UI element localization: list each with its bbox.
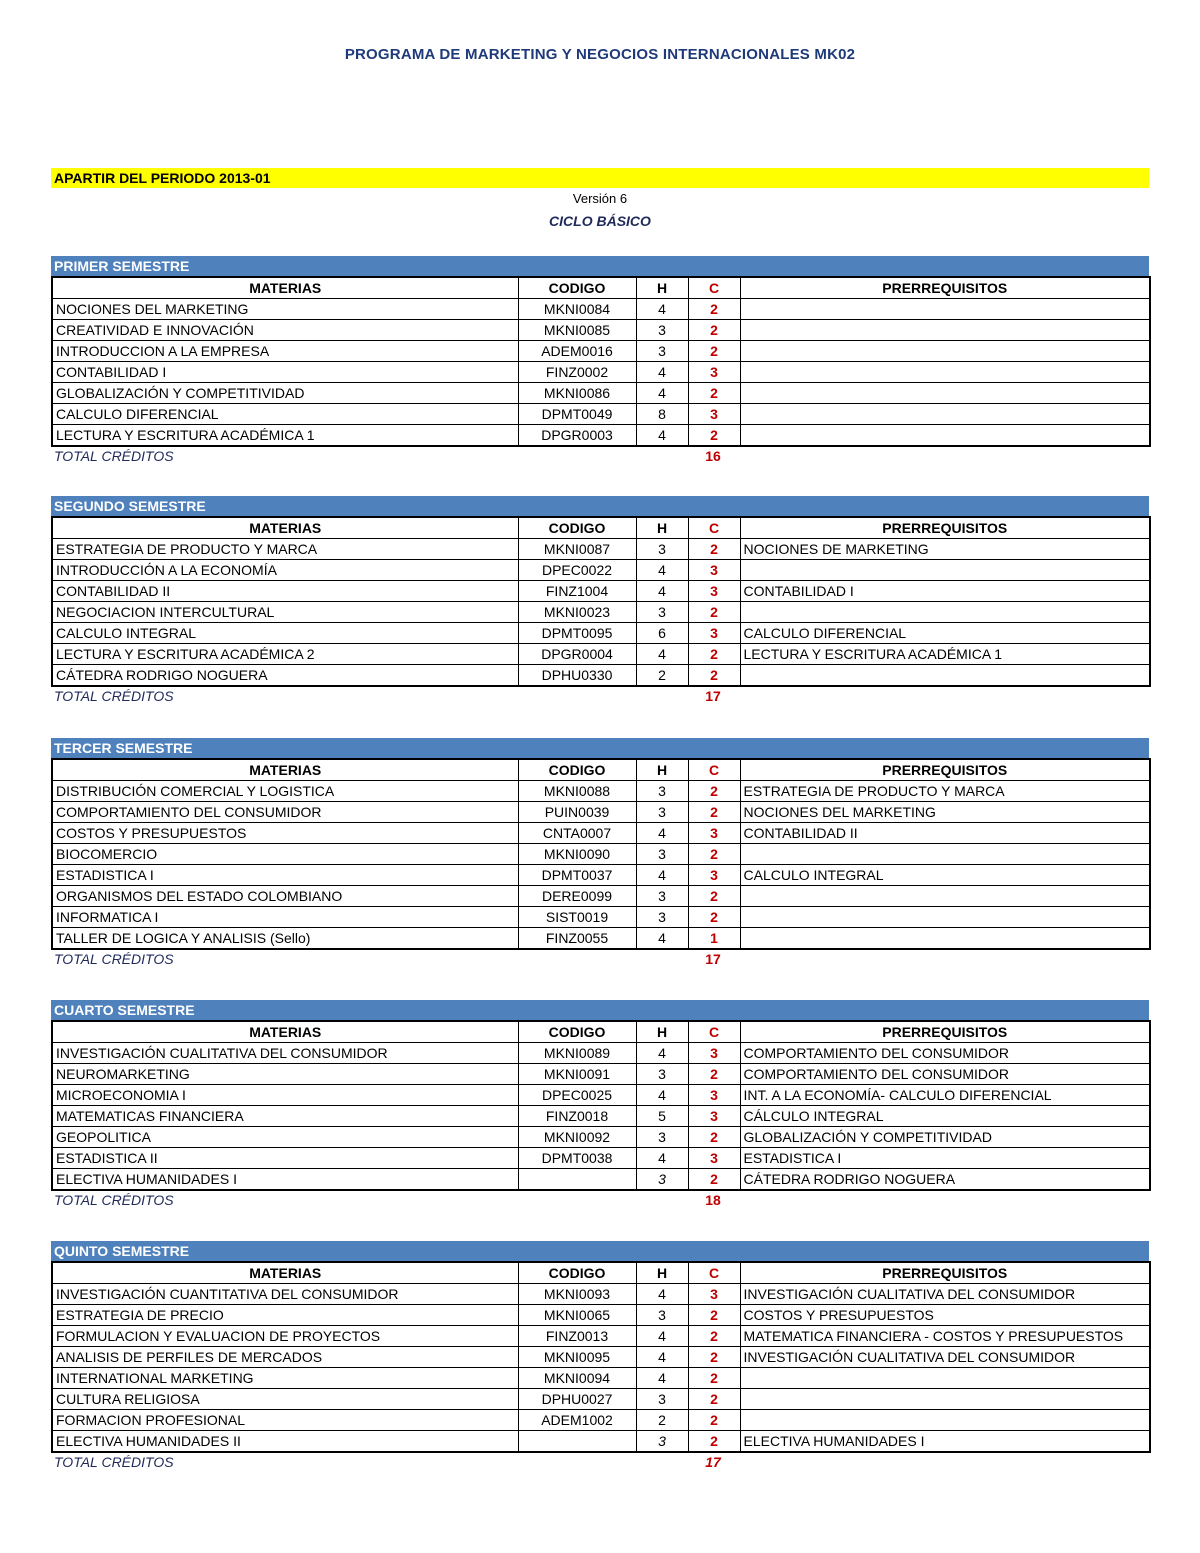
course-subject: GLOBALIZACIÓN Y COMPETITIVIDAD	[52, 383, 518, 404]
header-credits: C	[688, 1262, 740, 1284]
course-hours: 3	[636, 1064, 688, 1085]
course-subject: CREATIVIDAD E INNOVACIÓN	[52, 320, 518, 341]
table-row	[52, 823, 1150, 844]
course-hours: 3	[636, 1127, 688, 1148]
course-credits: 2	[688, 907, 740, 928]
semester-title: QUINTO SEMESTRE	[51, 1241, 1149, 1261]
course-prerequisite: CONTABILIDAD I	[740, 581, 1150, 602]
course-hours: 4	[636, 362, 688, 383]
course-prerequisite: COMPORTAMIENTO DEL CONSUMIDOR	[740, 1043, 1150, 1064]
table-row	[52, 1127, 1150, 1148]
course-prerequisite	[740, 1410, 1150, 1431]
table-row	[52, 1284, 1150, 1305]
course-code: MKNI0023	[518, 602, 636, 623]
course-credits: 2	[688, 539, 740, 560]
course-code: MKNI0090	[518, 844, 636, 865]
table-row	[52, 1064, 1150, 1085]
course-code: MKNI0085	[518, 320, 636, 341]
header-code: CODIGO	[518, 277, 636, 299]
table-row	[52, 928, 1150, 950]
course-subject: CONTABILIDAD II	[52, 581, 518, 602]
course-code: DPMT0049	[518, 404, 636, 425]
table-row	[52, 1431, 1150, 1453]
course-hours: 3	[636, 907, 688, 928]
course-prerequisite: MATEMATICA FINANCIERA - COSTOS Y PRESUPUESTOS	[740, 1326, 1150, 1347]
course-hours: 4	[636, 1347, 688, 1368]
course-prerequisite: COSTOS Y PRESUPUESTOS	[740, 1305, 1150, 1326]
total-credits-label: TOTAL CRÉDITOS	[54, 1192, 174, 1208]
page-title: PROGRAMA DE MARKETING Y NEGOCIOS INTERNACIONALES MK02	[344, 46, 856, 63]
table-row	[52, 781, 1150, 802]
course-hours: 4	[636, 865, 688, 886]
course-subject: NEGOCIACION INTERCULTURAL	[52, 602, 518, 623]
course-hours: 5	[636, 1106, 688, 1127]
table-header-row	[52, 277, 1150, 299]
total-credits-value: 17	[705, 688, 721, 704]
table-row	[52, 320, 1150, 341]
course-subject: FORMULACION Y EVALUACION DE PROYECTOS	[52, 1326, 518, 1347]
course-code: DPGR0003	[518, 425, 636, 447]
table-row	[52, 1410, 1150, 1431]
table-header-row	[52, 517, 1150, 539]
course-code: CNTA0007	[518, 823, 636, 844]
total-credits-value: 17	[705, 951, 721, 967]
total-credits-label: TOTAL CRÉDITOS	[54, 688, 174, 704]
course-prerequisite	[740, 602, 1150, 623]
course-code: ADEM1002	[518, 1410, 636, 1431]
course-hours: 3	[636, 844, 688, 865]
header-credits: C	[688, 517, 740, 539]
header-credits: C	[688, 277, 740, 299]
course-code: MKNI0065	[518, 1305, 636, 1326]
course-subject: COMPORTAMIENTO DEL CONSUMIDOR	[52, 802, 518, 823]
header-subject: MATERIAS	[52, 1021, 518, 1043]
table-row	[52, 1169, 1150, 1191]
header-prerequisites: PRERREQUISITOS	[740, 1262, 1150, 1284]
total-credits-label: TOTAL CRÉDITOS	[54, 951, 174, 967]
course-subject: INTRODUCCIÓN A LA ECONOMÍA	[52, 560, 518, 581]
table-row	[52, 1305, 1150, 1326]
table-row	[52, 539, 1150, 560]
course-hours: 4	[636, 1148, 688, 1169]
course-code: MKNI0091	[518, 1064, 636, 1085]
course-credits: 2	[688, 1410, 740, 1431]
course-credits: 2	[688, 1064, 740, 1085]
course-credits: 3	[688, 1085, 740, 1106]
course-credits: 2	[688, 781, 740, 802]
course-credits: 3	[688, 623, 740, 644]
course-subject: ESTRATEGIA DE PRODUCTO Y MARCA	[52, 539, 518, 560]
table-row	[52, 383, 1150, 404]
course-hours: 4	[636, 299, 688, 320]
course-hours: 4	[636, 1368, 688, 1389]
course-subject: LECTURA Y ESCRITURA ACADÉMICA 1	[52, 425, 518, 447]
course-hours: 4	[636, 823, 688, 844]
course-code: DPEC0022	[518, 560, 636, 581]
course-code: MKNI0088	[518, 781, 636, 802]
course-code	[518, 1431, 636, 1453]
course-credits: 2	[688, 341, 740, 362]
course-credits: 2	[688, 1431, 740, 1453]
course-prerequisite: NOCIONES DE MARKETING	[740, 539, 1150, 560]
course-code: FINZ0013	[518, 1326, 636, 1347]
course-code: FINZ0018	[518, 1106, 636, 1127]
table-header-row	[52, 759, 1150, 781]
course-prerequisite: INVESTIGACIÓN CUALITATIVA DEL CONSUMIDOR	[740, 1347, 1150, 1368]
header-code: CODIGO	[518, 517, 636, 539]
course-code: DERE0099	[518, 886, 636, 907]
course-credits: 3	[688, 865, 740, 886]
course-credits: 2	[688, 665, 740, 687]
course-prerequisite: COMPORTAMIENTO DEL CONSUMIDOR	[740, 1064, 1150, 1085]
header-hours: H	[636, 517, 688, 539]
course-hours: 3	[636, 886, 688, 907]
header-credits: C	[688, 759, 740, 781]
course-prerequisite: INVESTIGACIÓN CUALITATIVA DEL CONSUMIDOR	[740, 1284, 1150, 1305]
table-row	[52, 299, 1150, 320]
course-credits: 2	[688, 1347, 740, 1368]
course-subject: ANALISIS DE PERFILES DE MERCADOS	[52, 1347, 518, 1368]
course-code: SIST0019	[518, 907, 636, 928]
total-credits-row	[51, 1191, 1149, 1213]
course-prerequisite	[740, 886, 1150, 907]
course-prerequisite: NOCIONES DEL MARKETING	[740, 802, 1150, 823]
total-credits-row	[51, 447, 1149, 469]
header-prerequisites: PRERREQUISITOS	[740, 517, 1150, 539]
course-hours: 3	[636, 341, 688, 362]
course-credits: 2	[688, 1305, 740, 1326]
course-subject: COSTOS Y PRESUPUESTOS	[52, 823, 518, 844]
course-hours: 4	[636, 928, 688, 950]
course-hours: 4	[636, 1326, 688, 1347]
table-row	[52, 560, 1150, 581]
header-subject: MATERIAS	[52, 1262, 518, 1284]
course-code: FINZ0055	[518, 928, 636, 950]
table-row	[52, 1368, 1150, 1389]
semester-title: CUARTO SEMESTRE	[51, 1000, 1149, 1020]
course-subject: CALCULO INTEGRAL	[52, 623, 518, 644]
header-code: CODIGO	[518, 1021, 636, 1043]
course-prerequisite	[740, 425, 1150, 447]
course-prerequisite: CALCULO DIFERENCIAL	[740, 623, 1150, 644]
course-subject: ELECTIVA HUMANIDADES I	[52, 1169, 518, 1191]
courses-table	[51, 1020, 1151, 1191]
semester-section	[51, 256, 1149, 469]
table-row	[52, 341, 1150, 362]
course-hours: 3	[636, 1169, 688, 1191]
course-code: MKNI0095	[518, 1347, 636, 1368]
course-code: DPHU0027	[518, 1389, 636, 1410]
course-prerequisite: GLOBALIZACIÓN Y COMPETITIVIDAD	[740, 1127, 1150, 1148]
course-code: DPMT0038	[518, 1148, 636, 1169]
header-credits: C	[688, 1021, 740, 1043]
table-row	[52, 362, 1150, 383]
header-subject: MATERIAS	[52, 277, 518, 299]
course-hours: 4	[636, 1043, 688, 1064]
course-code: ADEM0016	[518, 341, 636, 362]
course-hours: 3	[636, 320, 688, 341]
course-code: DPMT0095	[518, 623, 636, 644]
course-subject: GEOPOLITICA	[52, 1127, 518, 1148]
header-subject: MATERIAS	[52, 759, 518, 781]
table-row	[52, 1106, 1150, 1127]
course-hours: 3	[636, 802, 688, 823]
course-credits: 2	[688, 886, 740, 907]
table-header-row	[52, 1021, 1150, 1043]
course-subject: ESTRATEGIA DE PRECIO	[52, 1305, 518, 1326]
total-credits-label: TOTAL CRÉDITOS	[54, 448, 174, 464]
course-subject: CALCULO DIFERENCIAL	[52, 404, 518, 425]
course-prerequisite	[740, 1389, 1150, 1410]
course-credits: 2	[688, 1169, 740, 1191]
table-row	[52, 1148, 1150, 1169]
course-subject: INTERNATIONAL MARKETING	[52, 1368, 518, 1389]
course-credits: 1	[688, 928, 740, 950]
course-hours: 3	[636, 1389, 688, 1410]
course-credits: 2	[688, 844, 740, 865]
course-prerequisite: ESTRATEGIA DE PRODUCTO Y MARCA	[740, 781, 1150, 802]
course-subject: ELECTIVA HUMANIDADES II	[52, 1431, 518, 1453]
table-row	[52, 425, 1150, 447]
course-prerequisite: ESTADISTICA I	[740, 1148, 1150, 1169]
course-subject: NOCIONES DEL MARKETING	[52, 299, 518, 320]
course-credits: 2	[688, 1326, 740, 1347]
course-subject: INVESTIGACIÓN CUALITATIVA DEL CONSUMIDOR	[52, 1043, 518, 1064]
course-prerequisite: INT. A LA ECONOMÍA- CALCULO DIFERENCIAL	[740, 1085, 1150, 1106]
course-code: FINZ0002	[518, 362, 636, 383]
semester-title: TERCER SEMESTRE	[51, 738, 1149, 758]
total-credits-row	[51, 687, 1149, 709]
course-subject: FORMACION PROFESIONAL	[52, 1410, 518, 1431]
course-hours: 4	[636, 1284, 688, 1305]
course-prerequisite	[740, 320, 1150, 341]
table-row	[52, 1043, 1150, 1064]
course-hours: 3	[636, 539, 688, 560]
header-code: CODIGO	[518, 759, 636, 781]
course-subject: CULTURA RELIGIOSA	[52, 1389, 518, 1410]
table-row	[52, 404, 1150, 425]
header-subject: MATERIAS	[52, 517, 518, 539]
courses-table	[51, 516, 1151, 687]
course-code: MKNI0093	[518, 1284, 636, 1305]
header-hours: H	[636, 277, 688, 299]
table-row	[52, 1326, 1150, 1347]
course-hours: 3	[636, 1431, 688, 1453]
course-prerequisite	[740, 404, 1150, 425]
course-prerequisite: CONTABILIDAD II	[740, 823, 1150, 844]
course-credits: 3	[688, 1043, 740, 1064]
table-row	[52, 623, 1150, 644]
courses-table	[51, 276, 1151, 447]
table-row	[52, 644, 1150, 665]
course-prerequisite: ELECTIVA HUMANIDADES I	[740, 1431, 1150, 1453]
courses-table	[51, 758, 1151, 950]
total-credits-value: 16	[705, 448, 721, 464]
table-row	[52, 907, 1150, 928]
course-subject: MATEMATICAS FINANCIERA	[52, 1106, 518, 1127]
course-subject: ORGANISMOS DEL ESTADO COLOMBIANO	[52, 886, 518, 907]
course-subject: INFORMATICA I	[52, 907, 518, 928]
semester-title: PRIMER SEMESTRE	[51, 256, 1149, 276]
course-hours: 4	[636, 560, 688, 581]
course-credits: 2	[688, 1389, 740, 1410]
total-credits-row	[51, 1453, 1149, 1475]
header-prerequisites: PRERREQUISITOS	[740, 1021, 1150, 1043]
course-credits: 2	[688, 299, 740, 320]
course-prerequisite	[740, 341, 1150, 362]
course-subject: INVESTIGACIÓN CUANTITATIVA DEL CONSUMIDOR	[52, 1284, 518, 1305]
course-prerequisite: CÁTEDRA RODRIGO NOGUERA	[740, 1169, 1150, 1191]
cycle-label: CICLO BÁSICO	[549, 213, 651, 229]
course-code: FINZ1004	[518, 581, 636, 602]
table-row	[52, 865, 1150, 886]
table-header-row	[52, 1262, 1150, 1284]
course-subject: CONTABILIDAD I	[52, 362, 518, 383]
course-hours: 4	[636, 1085, 688, 1106]
course-prerequisite: CÁLCULO INTEGRAL	[740, 1106, 1150, 1127]
semester-section	[51, 738, 1149, 972]
course-credits: 3	[688, 581, 740, 602]
course-credits: 2	[688, 644, 740, 665]
total-credits-label: TOTAL CRÉDITOS	[54, 1454, 174, 1470]
total-credits-row	[51, 950, 1149, 972]
course-hours: 8	[636, 404, 688, 425]
course-hours: 2	[636, 665, 688, 687]
course-prerequisite	[740, 928, 1150, 950]
header-hours: H	[636, 1021, 688, 1043]
course-code: MKNI0084	[518, 299, 636, 320]
course-hours: 3	[636, 1305, 688, 1326]
course-prerequisite	[740, 362, 1150, 383]
header-prerequisites: PRERREQUISITOS	[740, 759, 1150, 781]
course-credits: 2	[688, 1368, 740, 1389]
course-code: DPEC0025	[518, 1085, 636, 1106]
header-hours: H	[636, 1262, 688, 1284]
course-credits: 3	[688, 560, 740, 581]
course-subject: CÁTEDRA RODRIGO NOGUERA	[52, 665, 518, 687]
course-subject: NEUROMARKETING	[52, 1064, 518, 1085]
course-credits: 2	[688, 425, 740, 447]
course-hours: 2	[636, 1410, 688, 1431]
course-credits: 3	[688, 404, 740, 425]
course-hours: 3	[636, 781, 688, 802]
course-prerequisite	[740, 1368, 1150, 1389]
course-code: MKNI0094	[518, 1368, 636, 1389]
course-code: DPHU0330	[518, 665, 636, 687]
total-credits-value: 17	[705, 1454, 721, 1470]
course-subject: ESTADISTICA II	[52, 1148, 518, 1169]
table-row	[52, 844, 1150, 865]
header-hours: H	[636, 759, 688, 781]
course-code	[518, 1169, 636, 1191]
course-prerequisite	[740, 907, 1150, 928]
course-hours: 4	[636, 383, 688, 404]
course-code: MKNI0087	[518, 539, 636, 560]
course-credits: 2	[688, 320, 740, 341]
course-subject: INTRODUCCION A LA EMPRESA	[52, 341, 518, 362]
course-credits: 2	[688, 383, 740, 404]
course-credits: 3	[688, 1148, 740, 1169]
course-hours: 3	[636, 602, 688, 623]
period-banner: APARTIR DEL PERIODO 2013-01	[51, 168, 1149, 188]
course-code: MKNI0086	[518, 383, 636, 404]
course-code: PUIN0039	[518, 802, 636, 823]
course-prerequisite: LECTURA Y ESCRITURA ACADÉMICA 1	[740, 644, 1150, 665]
table-row	[52, 1347, 1150, 1368]
course-prerequisite	[740, 383, 1150, 404]
course-hours: 4	[636, 644, 688, 665]
course-hours: 6	[636, 623, 688, 644]
table-row	[52, 602, 1150, 623]
course-prerequisite: CALCULO INTEGRAL	[740, 865, 1150, 886]
total-credits-value: 18	[705, 1192, 721, 1208]
course-subject: BIOCOMERCIO	[52, 844, 518, 865]
semester-section	[51, 1241, 1149, 1475]
table-row	[52, 1085, 1150, 1106]
course-subject: LECTURA Y ESCRITURA ACADÉMICA 2	[52, 644, 518, 665]
course-credits: 3	[688, 823, 740, 844]
course-code: MKNI0089	[518, 1043, 636, 1064]
course-code: MKNI0092	[518, 1127, 636, 1148]
table-row	[52, 886, 1150, 907]
course-subject: TALLER DE LOGICA Y ANALISIS (Sello)	[52, 928, 518, 950]
course-credits: 2	[688, 802, 740, 823]
course-subject: DISTRIBUCIÓN COMERCIAL Y LOGISTICA	[52, 781, 518, 802]
semester-section	[51, 496, 1149, 709]
course-prerequisite	[740, 299, 1150, 320]
course-subject: MICROECONOMIA I	[52, 1085, 518, 1106]
header-prerequisites: PRERREQUISITOS	[740, 277, 1150, 299]
course-prerequisite	[740, 665, 1150, 687]
course-hours: 4	[636, 581, 688, 602]
semester-section	[51, 1000, 1149, 1213]
course-code: DPGR0004	[518, 644, 636, 665]
version-label: Versión 6	[572, 191, 628, 206]
course-credits: 3	[688, 1106, 740, 1127]
table-row	[52, 665, 1150, 687]
course-code: DPMT0037	[518, 865, 636, 886]
header-code: CODIGO	[518, 1262, 636, 1284]
course-credits: 2	[688, 1127, 740, 1148]
course-prerequisite	[740, 560, 1150, 581]
table-row	[52, 802, 1150, 823]
course-hours: 4	[636, 425, 688, 447]
semester-title: SEGUNDO SEMESTRE	[51, 496, 1149, 516]
course-credits: 2	[688, 602, 740, 623]
table-row	[52, 581, 1150, 602]
course-prerequisite	[740, 844, 1150, 865]
course-credits: 3	[688, 1284, 740, 1305]
table-row	[52, 1389, 1150, 1410]
courses-table	[51, 1261, 1151, 1453]
course-subject: ESTADISTICA I	[52, 865, 518, 886]
course-credits: 3	[688, 362, 740, 383]
